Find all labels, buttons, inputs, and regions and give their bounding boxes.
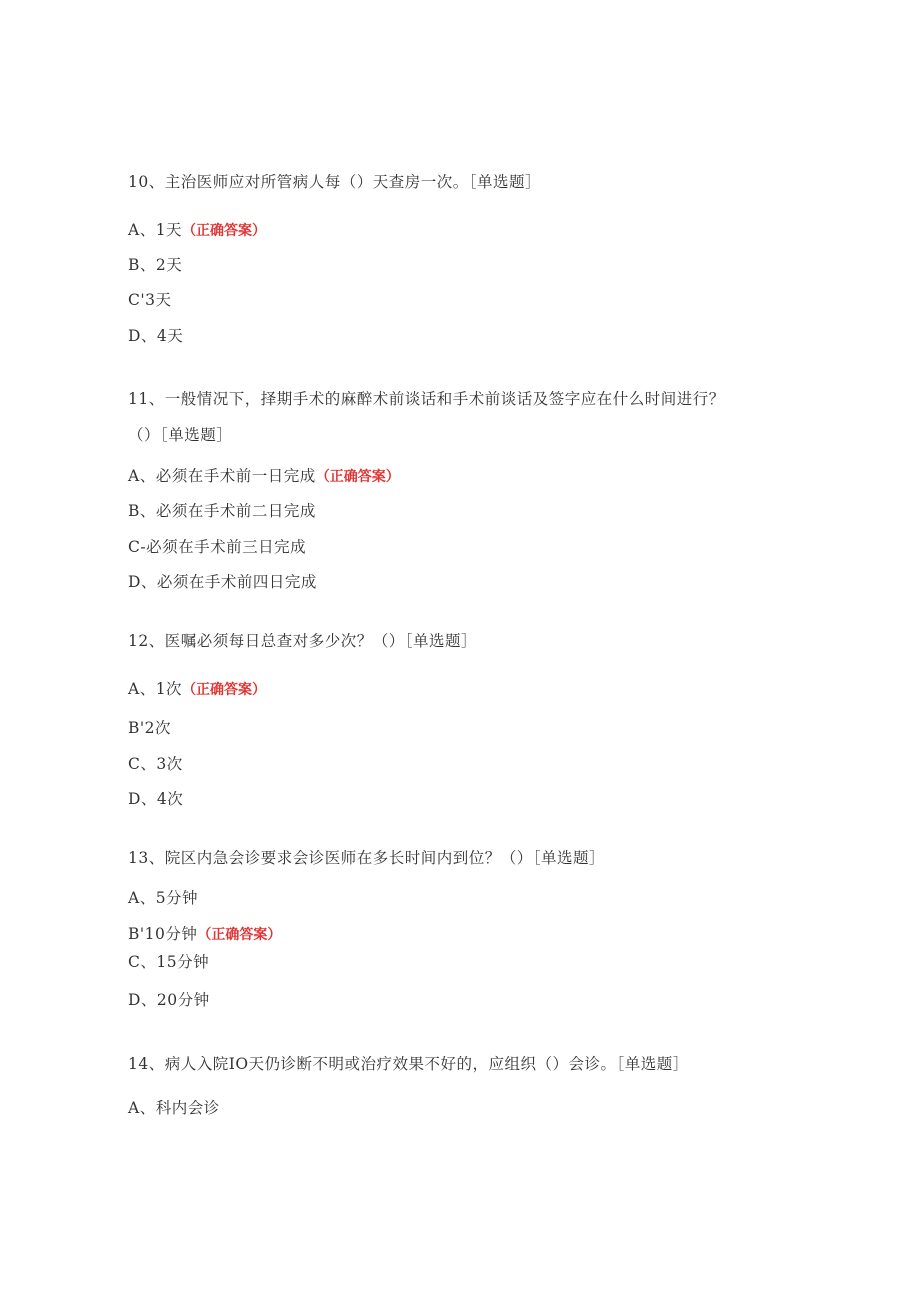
question-13-option-c: C、15分钟 — [128, 953, 210, 971]
option-text: A、必须在手术前一日完成 — [128, 467, 316, 485]
question-10-title: 10、主治医师应对所管病人每（）天查房一次。［单选题］ — [128, 173, 541, 191]
question-11-title: 11、一般情况下，择期手术的麻醉术前谈话和手术前谈话及签字应在什么时间进行？ — [128, 390, 725, 408]
question-14-title: 14、病人入院IO天仍诊断不明或治疗效果不好的，应组织（）会诊。［单选题］ — [128, 1055, 689, 1073]
question-12-option-a — [128, 679, 266, 700]
question-11-title-cont: （）［单选题］ — [128, 426, 233, 444]
correct-answer-marker: （正确答案） — [315, 469, 400, 485]
question-12-option-b: B'2次 — [128, 719, 172, 737]
question-11-option-a — [128, 466, 400, 487]
question-13-option-d: D、20分钟 — [128, 991, 210, 1009]
option-text: B'10分钟 — [128, 925, 198, 943]
option-text: A、1次 — [128, 680, 183, 698]
question-10-option-a — [128, 220, 266, 241]
question-13-option-a: A、5分钟 — [128, 889, 199, 907]
question-13-title: 13、院区内急会诊要求会诊医师在多长时间内到位？（）［单选题］ — [128, 849, 605, 867]
question-10-option-b: B、2天 — [128, 256, 183, 274]
question-10-option-d: D、4天 — [128, 327, 184, 345]
question-11-option-b: B、必须在手术前二日完成 — [128, 502, 316, 520]
question-11-option-c: C-必须在手术前三日完成 — [128, 538, 307, 556]
correct-answer-marker: （正确答案） — [182, 682, 267, 698]
question-11-option-d: D、必须在手术前四日完成 — [128, 573, 317, 591]
question-13-option-b — [128, 924, 281, 945]
correct-answer-marker: （正确答案） — [197, 927, 282, 943]
correct-answer-marker: （正确答案） — [182, 223, 267, 239]
question-14-option-a: A、科内会诊 — [128, 1099, 220, 1117]
question-12-option-d: D、4次 — [128, 790, 184, 808]
question-12-title: 12、医嘱必须每日总查对多少次？（）［单选题］ — [128, 632, 477, 650]
option-text: A、1天 — [128, 221, 183, 239]
question-10-option-c: C'3天 — [128, 291, 172, 309]
question-12-option-c: C、3次 — [128, 755, 183, 773]
